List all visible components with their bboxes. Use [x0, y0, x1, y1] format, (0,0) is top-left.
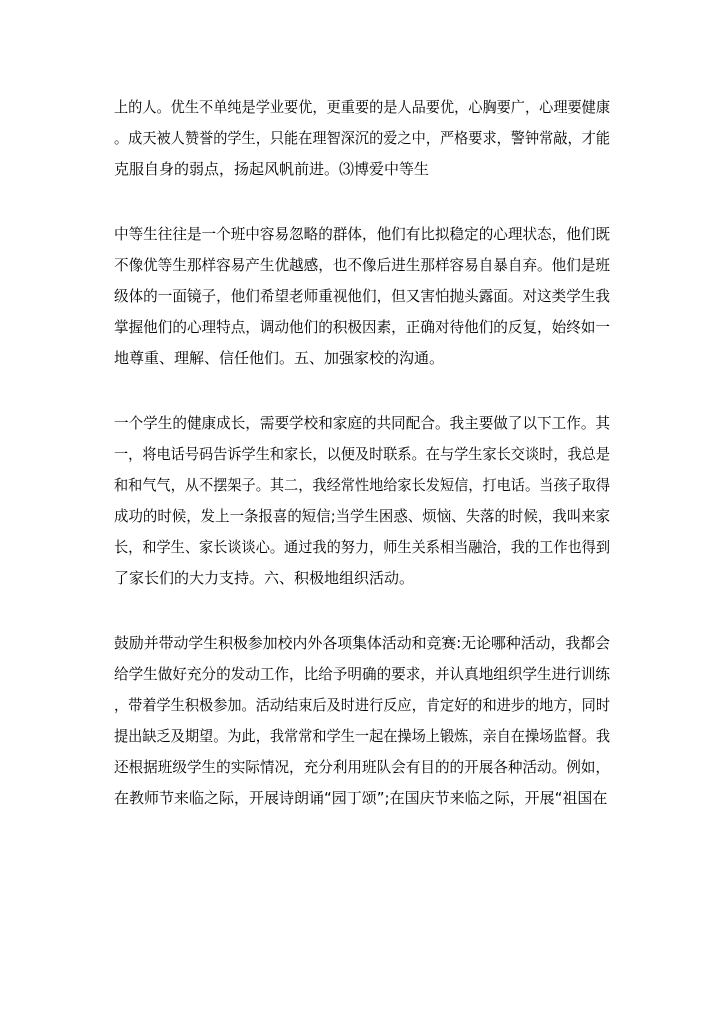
- text-line: 不像优等生那样容易产生优越感，也不像后进生那样容易自暴自弃。他们是班: [114, 256, 611, 274]
- document-body: [114, 92, 610, 848]
- text-line: 克服自身的弱点，扬起风帆前进。⑶博爱中等生: [114, 160, 430, 178]
- text-line: 在教师节来临之际，开展诗朗诵“园丁颂”;在国庆节来临之际，开展“祖国在: [114, 789, 608, 807]
- text-line: 掌握他们的心理特点，调动他们的积极因素，正确对待他们的反复，始终如一: [114, 318, 611, 336]
- paragraph-1: [114, 92, 610, 185]
- text-line: 长，和学生、家长谈谈心。通过我的努力，师生关系相当融洽，我的工作也得到: [114, 538, 611, 556]
- text-line: 还根据班级学生的实际情况，充分利用班队会有目的的开展各种活动。例如，: [114, 758, 611, 776]
- paragraph-2: [114, 219, 610, 374]
- text-line: 中等生往往是一个班中容易忽略的群体，他们有比拟稳定的心理状态，他们既: [114, 225, 611, 243]
- text-line: 一个学生的健康成长，需要学校和家庭的共同配合。我主要做了以下工作。其: [114, 414, 611, 432]
- paragraph-3: [114, 408, 610, 594]
- text-line: 了家长们的大力支持。六、积极地组织活动。: [114, 569, 415, 587]
- text-line: 上的人。优生不单纯是学业要优，更重要的是人品要优，心胸要广，心理要健康: [114, 98, 611, 116]
- text-line: 鼓励并带动学生积极参加校内外各项集体活动和竞赛:无论哪种活动，我都会: [114, 634, 611, 652]
- text-line: 和和气气，从不摆架子。其二，我经常性地给家长发短信，打电话。当孩子取得: [114, 476, 611, 494]
- paragraph-4: [114, 628, 610, 814]
- text-line: ，带着学生积极参加。活动结束后及时进行反应，肯定好的和进步的地方，同时: [114, 696, 611, 714]
- text-line: 成功的时候，发上一条报喜的短信;当学生困惑、烦恼、失落的时候，我叫来家: [114, 507, 611, 525]
- text-line: 一，将电话号码告诉学生和家长，以便及时联系。在与学生家长交谈时，我总是: [114, 445, 611, 463]
- text-line: 。成天被人赞誉的学生，只能在理智深沉的爱之中，严格要求，警钟常敲，才能: [114, 129, 611, 147]
- text-line: 给学生做好充分的发动工作，比给予明确的要求，并认真地组织学生进行训练: [114, 665, 611, 683]
- text-line: 提出缺乏及期望。为此，我常常和学生一起在操场上锻炼，亲自在操场监督。我: [114, 727, 611, 745]
- text-line: 地尊重、理解、信任他们。五、加强家校的沟通。: [114, 349, 445, 367]
- text-line: 级体的一面镜子，他们希望老师重视他们，但又害怕抛头露面。对这类学生我: [114, 287, 611, 305]
